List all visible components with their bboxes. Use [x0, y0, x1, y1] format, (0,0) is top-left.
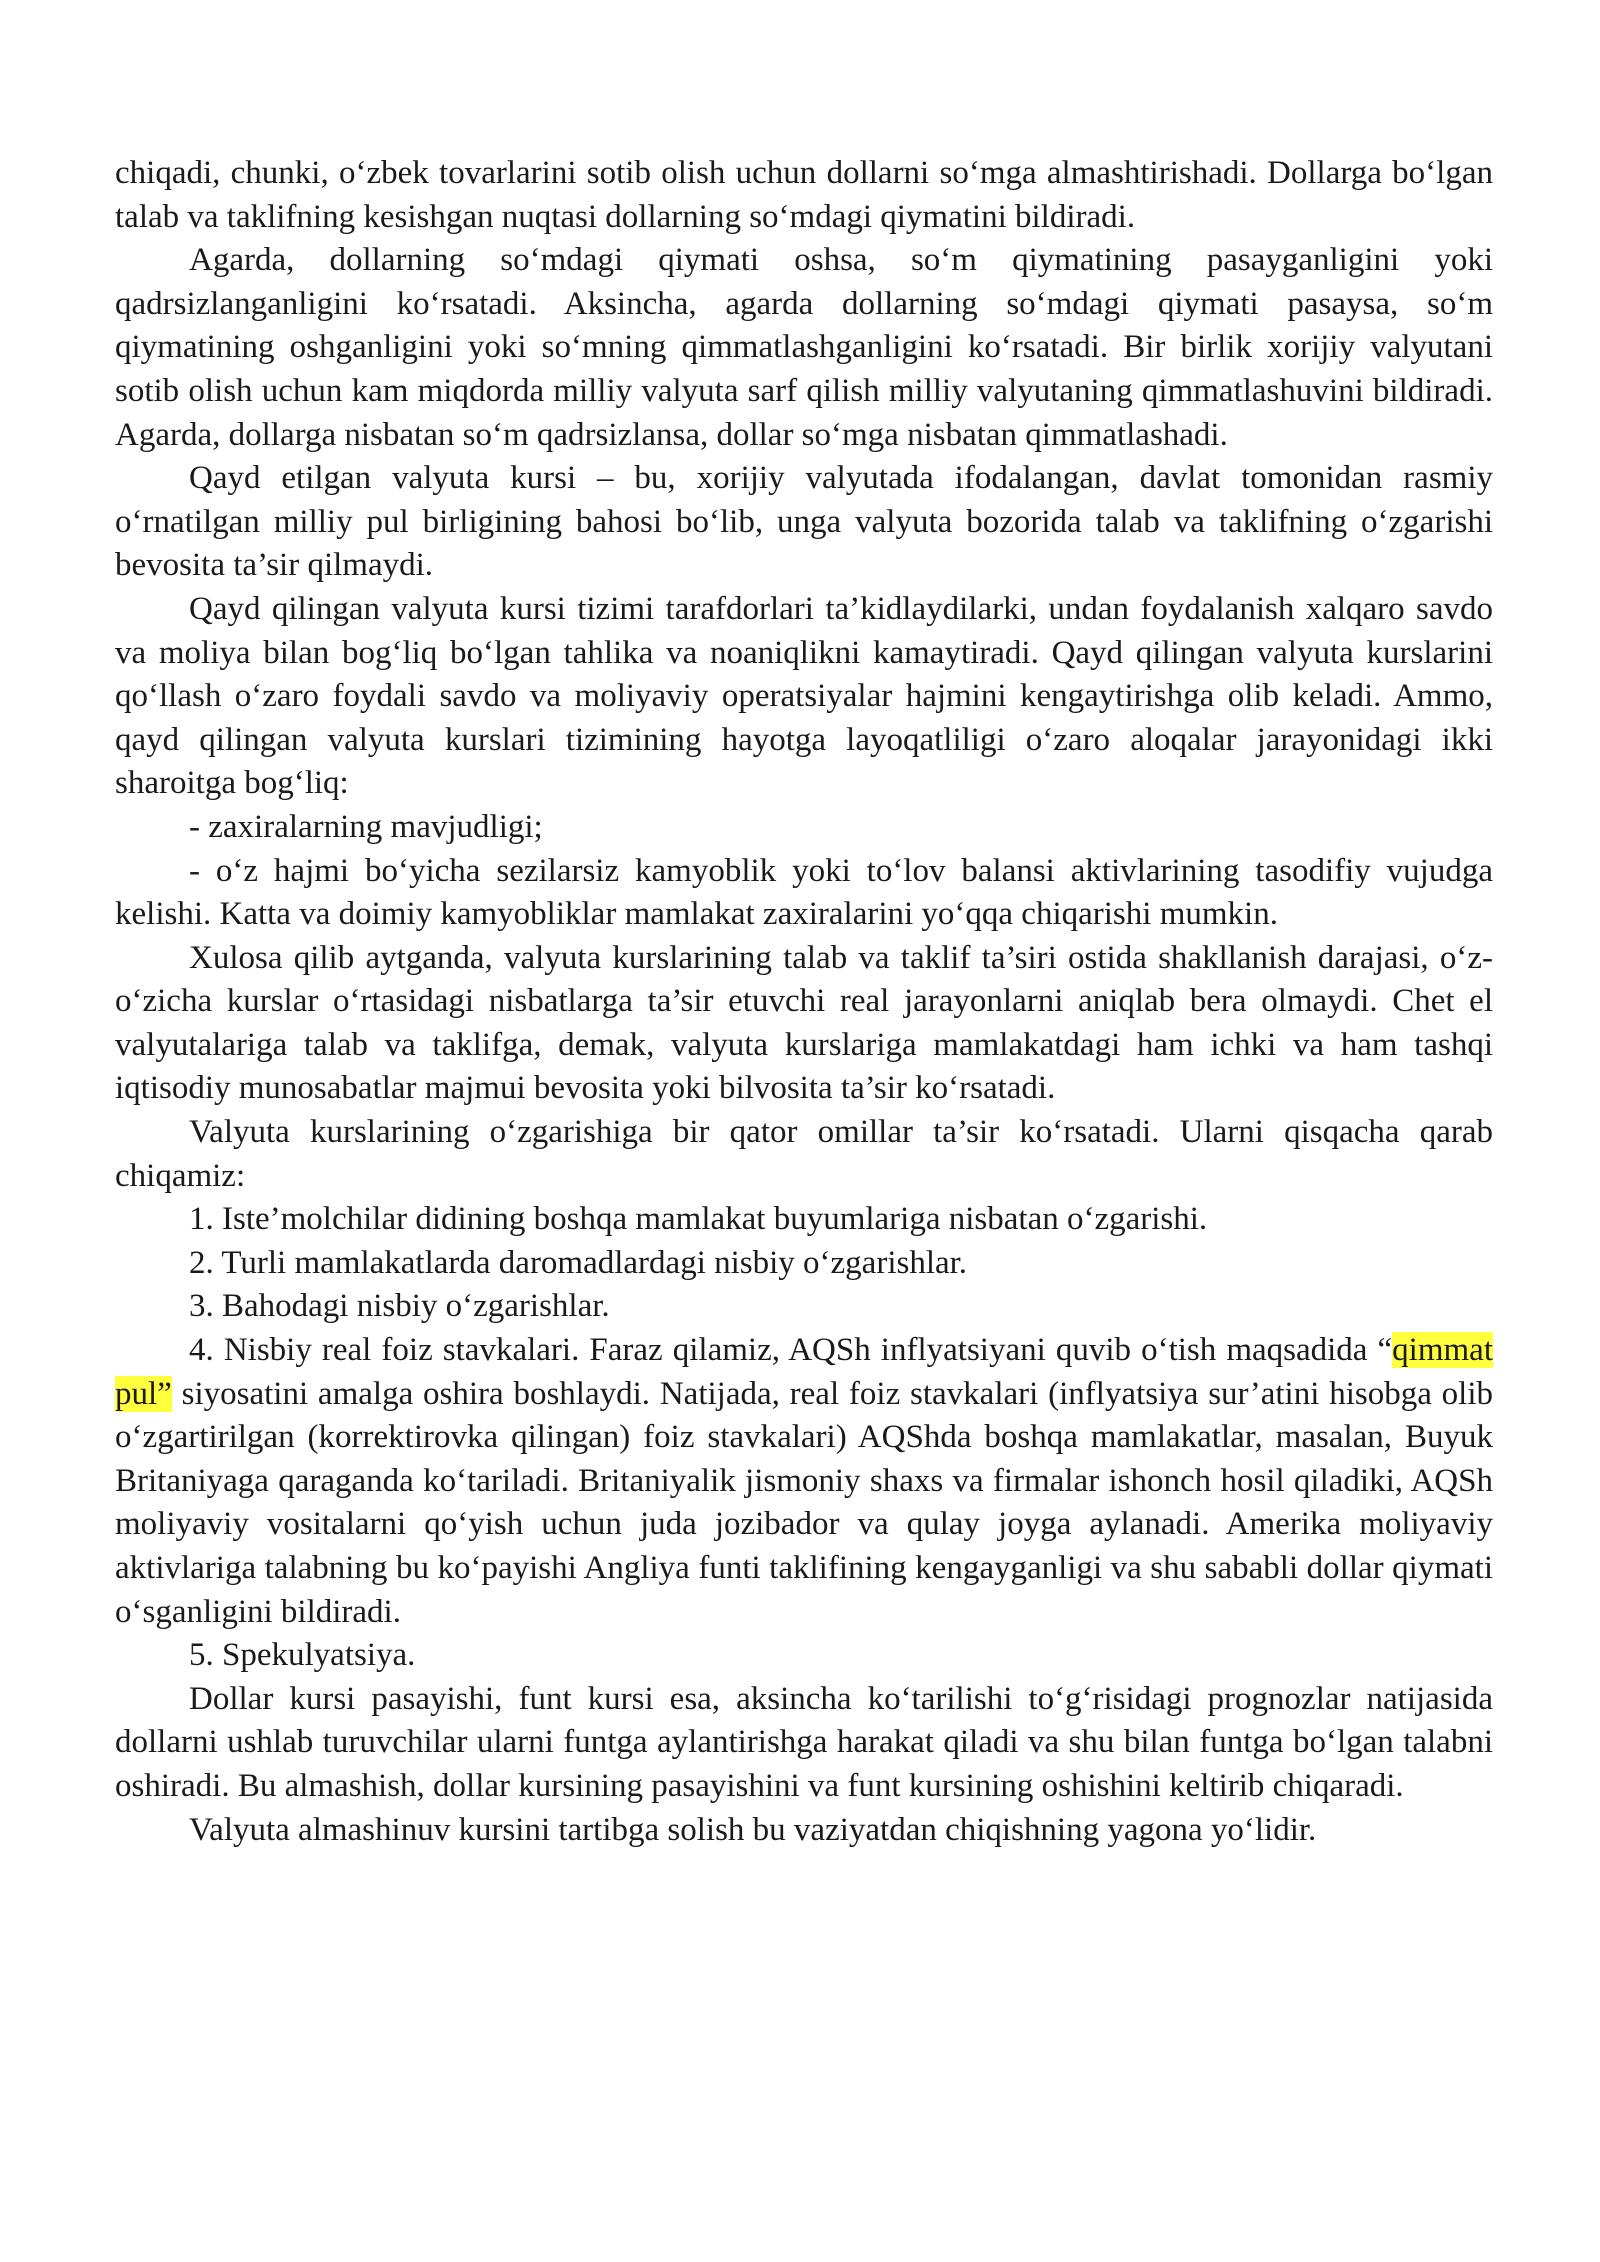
- paragraph-dollar-value: Agarda, dollarning so‘mdagi qiymati oshsa, so‘m qiymatining pasayganligini yoki qadrsizlanganligini ko‘rsatadi. Aksincha, agarda dollarning so‘mdagi qiymati pasaysa, so‘m qiymatining oshganligini yoki so‘mning qimmatlashganligini ko‘rsatadi. Bir birlik xorijiy valyutani sotib olish uchun kam miqdorda milliy valyuta sarf qilish milliy valyutaning qimmatlashuvini bildiradi. Agarda, dollarga nisbatan so‘m qadrsizlansa, dollar so‘mga nisbatan qimmatlashadi.: [115, 242, 1493, 453]
- list-item-shortage: - o‘z hajmi bo‘yicha sezilarsiz kamyoblik yoki to‘lov balansi aktivlarining tasodifiy vujudga kelishi. Katta va doimiy kamyobliklar mamlakat zaxiralarini yo‘qqa chiqarishi mumkin.: [115, 852, 1493, 933]
- paragraph-conclusion: Xulosa qilib aytganda, valyuta kurslarining talab va taklif ta’siri ostida shakllanish darajasi, o‘z-o‘zicha kurslar o‘rtasidagi nisbatlarga ta’sir etuvchi real jarayonlarni aniqlab bera olmaydi. Chet el valyutalariga talab va taklifga, demak, valyuta kurslariga mamlakatdagi ham ichki va ham tashqi iqtisodiy munosabatlar majmui bevosita yoki bilvosita ta’sir ko‘rsatadi.: [115, 939, 1493, 1107]
- factor-item-4-after: siyosatini amalga oshira boshlaydi. Natijada, real foiz stavkalari (inflyatsiya sur’atini hisobga olib o‘zgartirilgan (korrektirovka qilingan) foiz stavkalari) AQShda boshqa mamlakatlar, masalan, Buyuk Britaniyaga qaraganda ko‘tariladi. Britaniyalik jismoniy shaxs va firmalar ishonch hosil qiladiki, AQSh moliyaviy vositalarni qo‘yish uchun juda jozibador va qulay joyga aylanadi. Amerika moliyaviy aktivlariga talabning bu ko‘payishi Angliya funti taklifining kengayganligi va shu sababli dollar qiymati o‘sganligini bildiradi.: [115, 1375, 1493, 1630]
- factor-item-3: 3. Bahodagi nisbiy o‘zgarishlar.: [189, 1288, 610, 1325]
- highlighted-phrase: qimmat pul”: [115, 1332, 1493, 1412]
- factor-item-1: 1. Iste’molchilar didining boshqa mamlakat buyumlariga nisbatan o‘zgarishi.: [189, 1201, 1208, 1238]
- paragraph-factors-intro: Valyuta kurslarining o‘zgarishiga bir qator omillar ta’sir ko‘rsatadi. Ularni qisqacha qarab chiqamiz:: [115, 1114, 1493, 1194]
- factor-item-2: 2. Turli mamlakatlarda daromadlardagi nisbiy o‘zgarishlar.: [189, 1244, 968, 1281]
- factor-item-4: [115, 1329, 1493, 1634]
- paragraph-fixed-rate-definition: Qayd etilgan valyuta kursi – bu, xorijiy valyutada ifodalangan, davlat tomonidan rasmiy o‘rnatilgan milliy pul birligining bahosi bo‘lib, unga valyuta bozorida talab va taklifning o‘zgarishi bevosita ta’sir qilmaydi.: [115, 460, 1493, 584]
- list-item-reserves: - zaxiralarning mavjudligi;: [189, 808, 543, 845]
- paragraph-speculation: Dollar kursi pasayishi, funt kursi esa, aksincha ko‘tarilishi to‘g‘risidagi prognozlar natijasida dollarni ushlab turuvchilar ularni funtga aylantirishga harakat qiladi va shu bilan funtga bo‘lgan talabni oshiradi. Bu almashish, dollar kursining pasayishini va funt kursining oshishini keltirib chiqaradi.: [115, 1680, 1493, 1804]
- factor-item-5: 5. Spekulyatsiya.: [189, 1637, 416, 1674]
- document-page: [115, 152, 1493, 1852]
- paragraph-final: Valyuta almashinuv kursini tartibga solish bu vaziyatdan chiqishning yagona yo‘lidir.: [189, 1811, 1317, 1848]
- factor-item-4-before: 4. Nisbiy real foiz stavkalari. Faraz qilamiz, AQSh inflyatsiyani quvib o‘tish maqsadida “: [189, 1332, 1393, 1369]
- paragraph-fixed-rate-supporters: Qayd qilingan valyuta kursi tizimi tarafdorlari ta’kidlaydilarki, undan foydalanish xalqaro savdo va moliya bilan bog‘liq bo‘lgan tahlika va noaniqlikni kamaytiradi. Qayd qilingan valyuta kurslarini qo‘llash o‘zaro foydali savdo va moliyaviy operatsiyalar hajmini kengaytirishga olib keladi. Ammo, qayd qilingan valyuta kurslari tizimining hayotga layoqatliligi o‘zaro aloqalar jarayonidagi ikki sharoitga bog‘liq:: [115, 590, 1493, 802]
- paragraph-continuation: chiqadi, chunki, o‘zbek tovarlarini sotib olish uchun dollarni so‘mga almashtirishadi. Dollarga bo‘lgan talab va taklifning kesishgan nuqtasi dollarning so‘mdagi qiymatini bildiradi.: [115, 155, 1493, 235]
